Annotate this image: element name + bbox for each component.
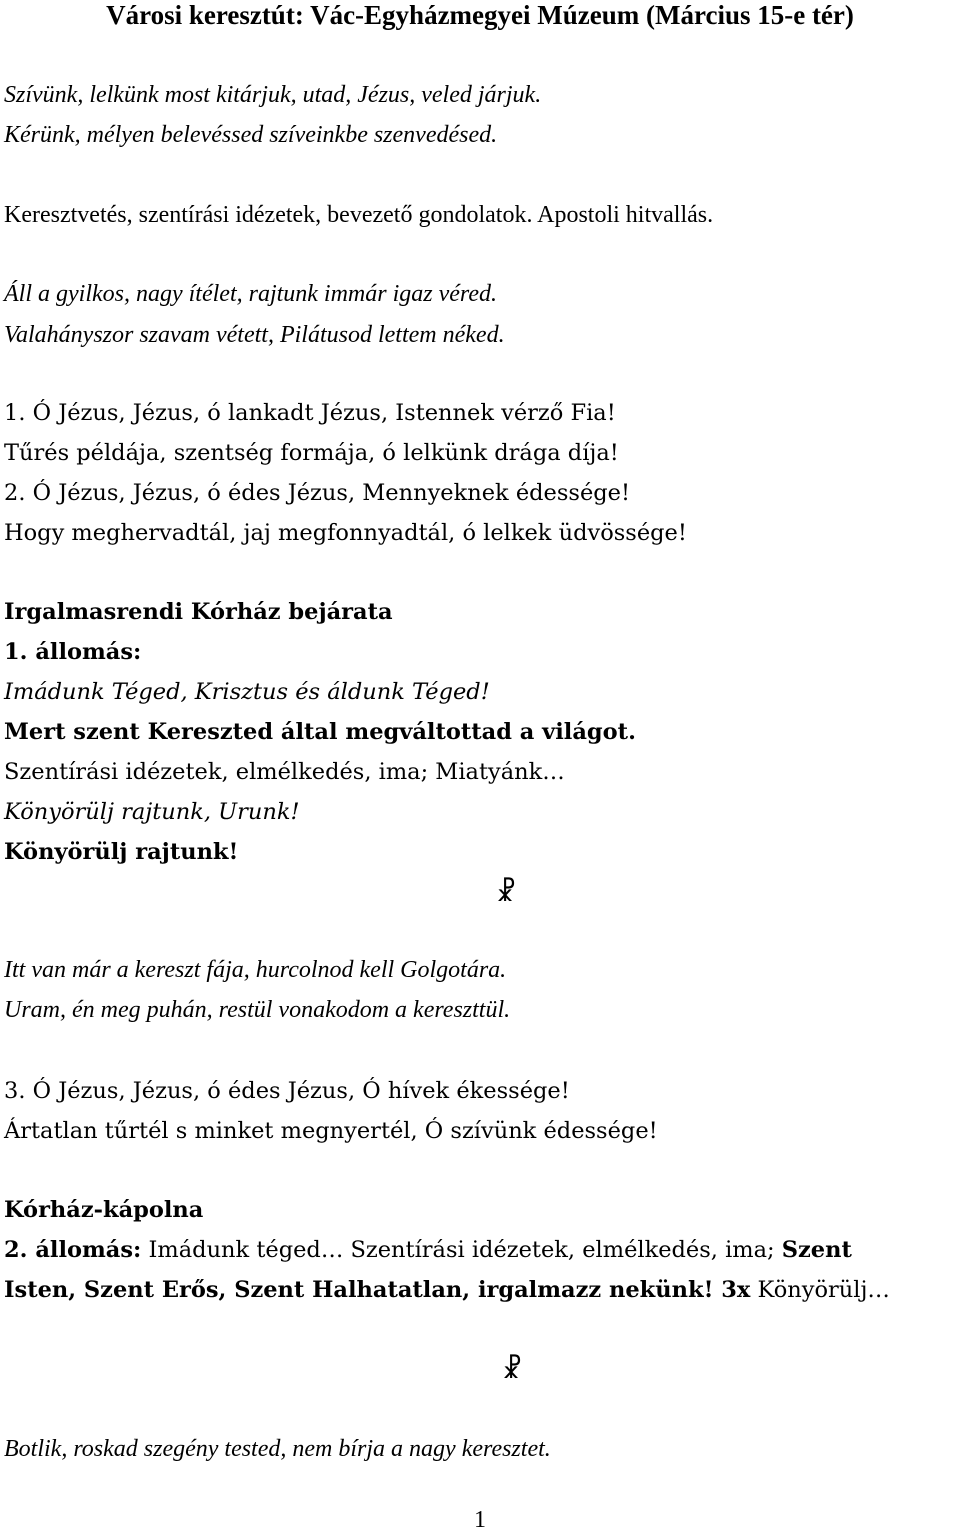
hymn-1-line-3: 2. Ó Jézus, Jézus, ó édes Jézus, Mennyeknek édessége! <box>4 480 631 506</box>
hymn-2-line-1: 3. Ó Jézus, Jézus, ó édes Jézus, Ó hívek ékessége! <box>4 1078 570 1104</box>
station-1-adoration: Imádunk Téged, Krisztus és áldunk Téged! <box>4 679 490 705</box>
verse-4: Botlik, roskad szegény tested, nem bírja a nagy keresztet. <box>4 1436 551 1462</box>
verse-3-line-2: Uram, én meg puhán, restül vonakodom a kereszttül. <box>4 997 511 1023</box>
page-number: 1 <box>474 1507 486 1533</box>
hymn-1-line-1: 1. Ó Jézus, Jézus, ó lankadt Jézus, Istennek vérző Fia! <box>4 400 616 426</box>
station-2-text-a: Imádunk téged… Szentírási idézetek, elmélkedés, ima; <box>141 1237 782 1263</box>
station-2-line-2 <box>4 1275 890 1305</box>
station-1-response: Mert szent Kereszted által megváltottad a világot. <box>4 719 636 745</box>
station-1-kyrie-response: Könyörülj rajtunk! <box>4 839 239 865</box>
opening-verse-line-1: Szívünk, lelkünk most kitárjuk, utad, Jézus, veled járjuk. <box>4 82 542 108</box>
chi-rho-icon: ☧ <box>502 1355 523 1385</box>
chi-rho-icon: ☧ <box>496 878 517 908</box>
page-title: Városi keresztút: Vác-Egyházmegyei Múzeum (Március 15-e tér) <box>106 0 854 30</box>
station-1-kyrie: Könyörülj rajtunk, Urunk! <box>4 799 300 825</box>
station-2-bold-b: Isten, Szent Erős, Szent Halhatatlan, irgalmazz nekünk! 3x <box>4 1277 751 1303</box>
station-1-label: 1. állomás: <box>4 639 142 665</box>
hymn-2-line-2: Ártatlan tűrtél s minket megnyertél, Ó szívünk édessége! <box>4 1118 658 1144</box>
station-1-location: Irgalmasrendi Kórház bejárata <box>4 599 393 625</box>
verse-2-line-1: Áll a gyilkos, nagy ítélet, rajtunk immár igaz véred. <box>4 281 498 307</box>
station-2-text-b: Könyörülj… <box>750 1277 890 1303</box>
station-2-line-1 <box>4 1235 852 1265</box>
intro-text: Keresztvetés, szentírási idézetek, bevezető gondolatok. Apostoli hitvallás. <box>4 202 714 228</box>
verse-3-line-1: Itt van már a kereszt fája, hurcolnod kell Golgotára. <box>4 957 507 983</box>
opening-verse-line-2: Kérünk, mélyen belevéssed szíveinkbe szenvedésed. <box>4 122 498 148</box>
verse-2-line-2: Valahányszor szavam vétett, Pilátusod lettem néked. <box>4 322 505 348</box>
hymn-1-line-2: Tűrés példája, szentség formája, ó lelkünk drága díja! <box>4 440 619 466</box>
station-2-location: Kórház-kápolna <box>4 1197 204 1223</box>
station-2-bold-a: Szent <box>781 1237 852 1263</box>
station-1-readings: Szentírási idézetek, elmélkedés, ima; Miatyánk… <box>4 759 565 785</box>
station-2-label: 2. állomás: <box>4 1237 142 1263</box>
hymn-1-line-4: Hogy meghervadtál, jaj megfonnyadtál, ó lelkek üdvössége! <box>4 520 687 546</box>
